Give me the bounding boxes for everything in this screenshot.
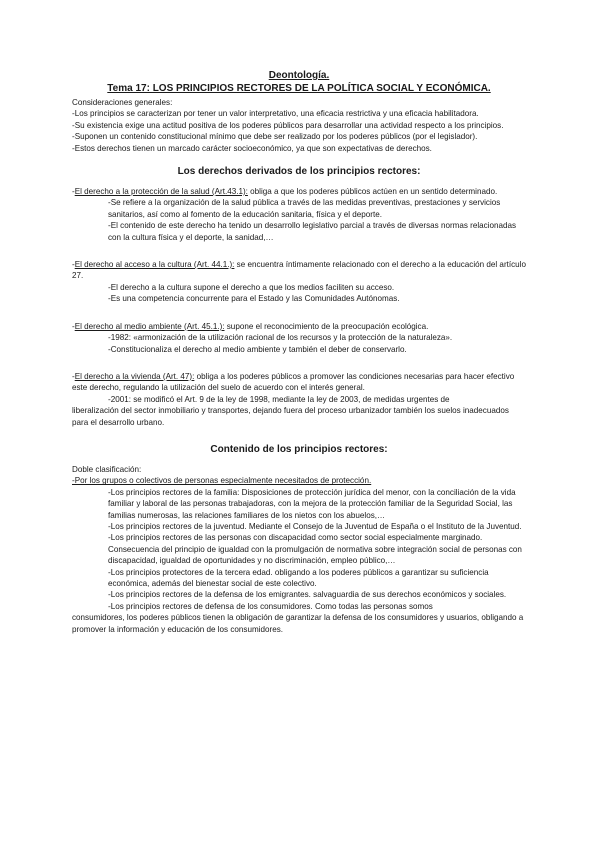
content-item: -Los principios rectores de la defensa de los emigrantes. salvaguardia de sus derechos económicos y sociales.: [108, 590, 507, 600]
culture-right-dash: -: [72, 260, 75, 270]
health-sub-item: -Se refiere a la organización de la salud pública a través de las medidas preventivas, prestaciones y servicios sanitarios, así como al fomento de la educación sanitaria, física y el deporte.: [108, 198, 501, 219]
general-considerations-heading: Consideraciones generales:: [72, 98, 173, 107]
content-item: -Los principios rectores de la juventud. Mediante el Consejo de la Juventud de España o el Instituto de la Juventud.: [108, 521, 522, 531]
environment-right-paragraph: [72, 321, 526, 332]
content-item: -Los principios rectores de defensa de los consumidores. Como todas las personas somos: [108, 601, 433, 611]
environment-right-dash: -: [72, 321, 75, 331]
group-classification-heading: -Por los grupos o colectivos de personas especialmente necesitados de protección.: [72, 476, 372, 486]
spacer: [72, 428, 526, 444]
culture-right-text: se encuentra íntimamente relacionado con el derecho a la educación del artículo 27.: [72, 260, 526, 281]
content-item-continuation: consumidores, los poderes públicos tienen la obligación de garantizar la defensa de los consumidores y usuarios, obligando a promover la información y educación de los consumidores.: [72, 613, 524, 634]
derived-rights-heading: Los derechos derivados de los principios rectores:: [177, 166, 421, 178]
general-item: -Suponen un contenido constitucional mínimo que debe ser realizado por los poderes públicos (por el legislador).: [72, 132, 478, 142]
culture-right-paragraph: [72, 259, 526, 282]
housing-sub-item: -2001: se modificó el Art. 9 de la ley de 1998, mediante la ley de 2003, de medidas urgentes de: [108, 394, 450, 404]
spacer: [72, 305, 526, 321]
general-item: -Los principios se caracterizan por tener un valor interpretativo, una eficacia restrictiva y una eficacia habilitadora.: [72, 109, 479, 119]
housing-right-dash: -: [72, 371, 75, 381]
content-heading: Contenido de los principios rectores:: [210, 443, 388, 455]
content-item: -Los principios rectores de las personas con discapacidad como sector social especialmente marginado. Consecuencia del principio de igualdad con la promulgación de normativa sobre integración social de personas con discapacidad, igualdad de oportunidades y no discriminación, empleo público,…: [108, 533, 522, 566]
environment-right-text: supone el reconocimiento de la preocupación ecológica.: [224, 321, 429, 331]
health-right-text: obliga a que los poderes públicos actúen en un sentido determinado.: [247, 187, 498, 197]
housing-right-label: El derecho a la vivienda (Art. 47):: [74, 371, 195, 381]
environment-sub-item: -1982: «armonización de la utilización racional de los recursos y la protección de la naturaleza».: [108, 333, 453, 343]
culture-sub-item: -Es una competencia concurrente para el Estado y las Comunidades Autónomas.: [108, 294, 400, 304]
general-item: -Estos derechos tienen un marcado carácter socioeconómico, ya que son expectativas de derechos.: [72, 143, 432, 153]
health-right-dash: -: [72, 187, 75, 197]
spacer: [72, 456, 526, 464]
spacer: [72, 355, 526, 371]
health-right-paragraph: [72, 186, 526, 197]
classification-label: Doble clasificación:: [72, 464, 142, 474]
spacer: [72, 178, 526, 186]
environment-right-label: El derecho al medio ambiente (Art. 45.1.):: [74, 321, 225, 331]
spacer: [72, 154, 526, 166]
document-subtitle: Tema 17: LOS PRINCIPIOS RECTORES DE LA POLÍTICA SOCIAL Y ECONÓMICA.: [107, 83, 491, 94]
culture-sub-item: -El derecho a la cultura supone el derecho a que los medios faciliten su acceso.: [108, 282, 395, 292]
spacer: [72, 243, 526, 259]
document-title: Deontología.: [268, 70, 330, 81]
general-item: -Su existencia exige una actitud positiva de los poderes públicos para desarrollar una actividad respecto a los principios.: [72, 120, 504, 130]
housing-right-paragraph: [72, 371, 526, 394]
housing-right-text: obliga a los poderes públicos a promover las condiciones necesarias para hacer efectivo este derecho, regulando la utilización del suelo de acuerdo con el interés general.: [72, 371, 515, 393]
document-page: [72, 70, 526, 635]
environment-sub-item: -Constitucionaliza el derecho al medio ambiente y también el deber de conservarlo.: [108, 344, 407, 354]
content-item: -Los principios rectores de la familia: Disposiciones de protección jurídica del menor, con la conciliación de la vida familiar y laboral de las personas trabajadoras, con la mejora de la protección familiar de la Seguridad Social, las familias numerosas, las relaciones familiares de los nietos con los abuelos,…: [108, 487, 516, 520]
health-sub-item: -El contenido de este derecho ha tenido un desarrollo legislativo parcial a través de diversas normas relacionadas con la cultura física y el deporte, la sanidad,…: [108, 221, 517, 242]
culture-right-label: El derecho al acceso a la cultura (Art. 44.1.):: [74, 260, 235, 270]
content-item: -Los principios protectores de la tercera edad. obligando a los poderes públicos a garantizar su suficiencia económica, además del bienestar social de este colectivo.: [108, 567, 489, 588]
housing-sub-item-continuation: liberalización del sector inmobiliario y transportes, dejando fuera del proceso urbanizador también los suelos inadecuados para el desarrollo urbano.: [72, 406, 509, 427]
health-right-label: El derecho a la protección de la salud (Art.43.1):: [74, 187, 248, 197]
